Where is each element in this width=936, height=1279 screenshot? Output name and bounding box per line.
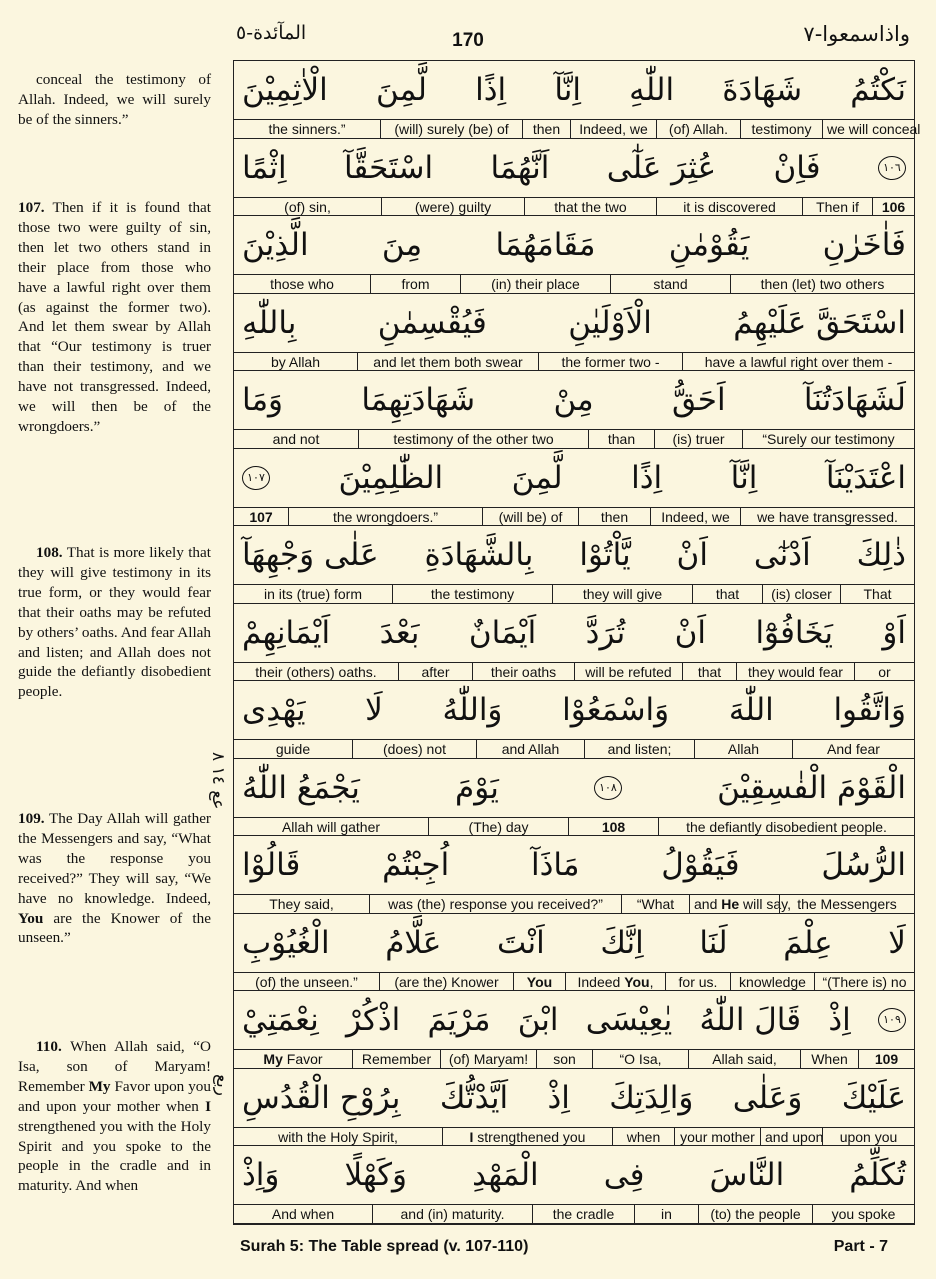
english-gloss-line	[234, 1049, 914, 1069]
gloss-cell: (The) day	[428, 818, 568, 836]
gloss-cell: (will) surely (be) of	[380, 120, 522, 138]
arabic-word: الْاٰثِمِيْنَ	[242, 72, 328, 108]
gloss-cell: (were) guilty	[381, 198, 524, 216]
arabic-line	[234, 681, 914, 739]
gloss-cell: the wrongdoers.”	[288, 508, 482, 526]
arabic-word: وَعَلٰى	[732, 1079, 803, 1116]
gloss-cell: “What	[621, 895, 689, 913]
arabic-word: نَكْتُمُ	[850, 72, 906, 108]
arabic-word: اسْتَحَقَّ عَلَيْهِمُ	[733, 304, 906, 341]
gloss-cell: that the two	[524, 198, 656, 216]
gloss-cell: When	[800, 1050, 858, 1068]
english-gloss-line	[234, 352, 914, 372]
arabic-line	[234, 61, 914, 119]
arabic-line	[234, 991, 914, 1049]
gloss-cell: by Allah	[270, 353, 321, 370]
gloss-cell: You	[513, 973, 565, 991]
arabic-word: اِنَّآ	[730, 459, 758, 496]
gloss-cell: the testimony	[392, 585, 552, 603]
gloss-cell: than	[588, 430, 654, 448]
gloss-cell: (are the) Knower	[379, 973, 513, 991]
arabic-word: اللّٰهَ	[728, 692, 774, 729]
gloss-cell: They said,	[269, 896, 334, 913]
gloss-cell: Allah will gather	[281, 818, 381, 835]
arabic-word: مَرْيَمَ	[427, 1002, 491, 1039]
gloss-cell: and upon	[760, 1128, 822, 1146]
arabic-line	[234, 759, 914, 817]
gloss-cell: and listen;	[584, 740, 694, 758]
arabic-word: اِثْمًا	[242, 149, 287, 186]
english-gloss-line	[234, 739, 914, 759]
gloss-cell: upon you	[822, 1128, 914, 1146]
gloss-cell: Indeed, we	[570, 120, 656, 138]
arabic-word: شَهَادَةَ	[722, 72, 803, 108]
gloss-cell: when	[612, 1128, 674, 1146]
arabic-word: عُثِرَ عَلٰٓى	[606, 149, 717, 186]
gloss-cell: was (the) response you received?”	[369, 895, 621, 913]
arabic-word: اَحَقُّ	[671, 382, 726, 419]
arabic-word: اَيْمَانِهِمْ	[242, 614, 331, 651]
arabic-word: عَلٰى وَجْهِهَآ	[242, 537, 379, 574]
verse-row	[234, 914, 914, 992]
arabic-word: اَيَّدْتُّكَ	[439, 1079, 509, 1116]
arabic-word: يٰعِيْسَى	[585, 1002, 673, 1039]
gloss-cell: that	[692, 585, 762, 603]
english-gloss-line	[234, 817, 914, 837]
gloss-cell: and (in) maturity.	[372, 1205, 532, 1223]
gloss-cell: Indeed You,	[565, 973, 665, 991]
quarter-marker: ربع	[212, 1074, 232, 1096]
gloss-cell: testimony	[740, 120, 822, 138]
gloss-cell: or	[854, 663, 914, 681]
arabic-line	[234, 836, 914, 894]
gloss-cell: (does) not	[352, 740, 476, 758]
english-gloss-line	[234, 584, 914, 604]
gloss-cell: And when	[271, 1206, 335, 1223]
gloss-cell: “(There is) no	[814, 973, 914, 991]
english-gloss-line	[234, 894, 914, 914]
arabic-word: يَّاْتُوْا	[579, 537, 631, 574]
arabic-word: الْمَهْدِ	[472, 1157, 539, 1194]
arabic-word: اسْتَحَقَّآ	[343, 149, 434, 186]
surah-title: المآئدة-٥	[236, 22, 307, 44]
gloss-cell: have a lawful right over them -	[682, 353, 914, 371]
arabic-word: اَنْ	[676, 537, 708, 574]
verse-row	[234, 61, 921, 139]
verse-row	[234, 759, 914, 837]
english-gloss-line	[234, 429, 914, 449]
arabic-word: اِذًا	[475, 72, 507, 108]
gloss-cell: “Surely our testimony	[742, 430, 914, 448]
gloss-cell: the defiantly disobedient people.	[658, 818, 914, 836]
arabic-word: الْاَوْلَيٰنِ	[568, 304, 652, 341]
gloss-cell: That	[840, 585, 914, 603]
gloss-cell: they would fear	[736, 663, 854, 681]
english-gloss-line	[234, 662, 914, 682]
arabic-line	[234, 371, 914, 429]
gloss-cell: Indeed, we	[650, 508, 740, 526]
gloss-cell: (to) the people	[698, 1205, 812, 1223]
english-gloss-line	[234, 119, 921, 139]
gloss-cell: Then if	[802, 198, 872, 216]
gloss-cell: that	[682, 663, 736, 681]
verse-row	[234, 1069, 914, 1147]
gloss-cell: the sinners.”	[268, 121, 346, 137]
gloss-cell: 109	[858, 1050, 914, 1068]
arabic-word: بِالشَّهَادَةِ	[424, 537, 534, 574]
arabic-word: فَاٰخَرٰنِ	[822, 227, 906, 264]
arabic-word: الْغُيُوْبِ	[242, 924, 330, 961]
arabic-word: يَهْدِى	[242, 692, 306, 729]
translation-paragraph-t108: 108. That is more likely that they will give testimony in its true form, or they would fear that their oaths may be refuted by others’ oaths. And fear Allah and listen; and Allah does not guide the defiantly disobedient people.	[18, 544, 211, 701]
arabic-word: مَاذَآ	[530, 847, 580, 884]
gloss-cell: in its (true) form	[263, 586, 362, 603]
arabic-word: يَجْمَعُ اللّٰهُ	[242, 769, 360, 806]
arabic-word: الَّذِيْنَ	[242, 227, 309, 264]
verse-row	[234, 139, 914, 217]
page-number: 170	[452, 30, 484, 51]
arabic-word: وَاتَّقُوا	[833, 692, 906, 729]
gloss-cell: 107	[249, 508, 273, 525]
gloss-cell: Remember	[352, 1050, 440, 1068]
juz-title: واذاسمعوا-٧	[803, 22, 910, 46]
arabic-word: مَقَامَهُمَا	[495, 227, 596, 264]
english-gloss-line	[234, 1204, 914, 1224]
arabic-word: الرُّسُلَ	[821, 847, 906, 884]
verse-row	[234, 216, 914, 294]
ayah-number-marker: ١٠٨	[594, 776, 622, 800]
arabic-word: وَاللّٰهُ	[442, 692, 503, 729]
english-gloss-line	[234, 274, 914, 294]
ayah-number-marker: ١٠٩	[878, 1008, 906, 1032]
arabic-word: فَيُقْسِمٰنِ	[377, 304, 487, 341]
verse-row	[234, 681, 914, 759]
gloss-cell: (of) sin,	[284, 198, 331, 215]
verse-row	[234, 836, 914, 914]
arabic-word: لَا	[888, 924, 906, 961]
arabic-line	[234, 604, 914, 662]
gloss-cell: from	[370, 275, 460, 293]
gloss-cell: I strengthened you	[442, 1128, 612, 1146]
arabic-word: تُرَدَّ	[585, 614, 626, 651]
arabic-word: لَا	[365, 692, 383, 729]
verse-row	[234, 1146, 914, 1224]
gloss-cell: 106	[872, 198, 914, 216]
arabic-word: عَلَّامُ	[385, 924, 442, 961]
gloss-cell: they will give	[552, 585, 692, 603]
gloss-cell: and He will say,	[689, 895, 779, 913]
gloss-cell: 108	[568, 818, 658, 836]
gloss-cell: stand	[610, 275, 730, 293]
translation-paragraph-t110: 110. When Allah said, “O Isa, son of Maryam! Remember My Favor upon you and upon your mother when I strengthened you with the Holy Spirit and you spoke to the people in the cradle and in maturity. And when	[18, 1038, 211, 1195]
arabic-word: اَنْ	[674, 614, 707, 651]
arabic-word: وَاِذْ	[242, 1157, 280, 1194]
arabic-word: عِلْمَ	[783, 924, 833, 961]
arabic-word: لَنَا	[699, 924, 728, 961]
gloss-cell: My Favor	[263, 1051, 323, 1068]
gloss-cell: (is) closer	[762, 585, 840, 603]
arabic-word: اُجِبْتُمْ	[382, 847, 450, 884]
arabic-word: اللّٰهِ	[629, 72, 675, 108]
gloss-cell: their (others) oaths.	[255, 663, 377, 680]
gloss-cell: the Messengers	[779, 895, 914, 913]
gloss-cell: (is) truer	[654, 430, 742, 448]
arabic-word: اِذْ	[828, 1002, 851, 1039]
translation-paragraph-t107: 107. Then if it is found that those two were guilty of sin, then let two others stand in their place from those who have a lawful right over them (as against the former two). And let them swear by Allah that “Our testimony is truer than their testimony, and we have not transgressed. Indeed, we will then be of the wrongdoers.”	[18, 199, 211, 435]
arabic-word: لَشَهَادَتُنَآ	[803, 382, 906, 419]
gloss-cell: the cradle	[532, 1205, 634, 1223]
gloss-cell: then (let) two others	[730, 275, 914, 293]
gloss-cell: (of) Allah.	[656, 120, 740, 138]
translation-paragraph-t109: 109. The Day Allah will gather the Messengers and say, “What was the response you received?” They will say, “We have no knowledge. Indeed, You are the Knower of the unseen.”	[18, 810, 211, 947]
arabic-word: لَّمِنَ	[375, 72, 427, 108]
gloss-cell: their oaths	[472, 663, 574, 681]
english-gloss-line	[234, 972, 914, 992]
arabic-word: وَمَا	[242, 382, 284, 419]
english-gloss-line	[234, 197, 914, 217]
gloss-cell: we have transgressed.	[740, 508, 914, 526]
arabic-word: ذٰلِكَ	[856, 537, 906, 574]
gloss-cell: then	[578, 508, 650, 526]
arabic-word: فَاِنْ	[773, 149, 821, 186]
arabic-line	[234, 449, 914, 507]
gloss-cell: and let them both swear	[357, 353, 538, 371]
arabic-line	[234, 914, 914, 972]
translation-paragraph-t0: conceal the testimony of Allah. Indeed, we will surely be of the sinners.”	[18, 71, 211, 128]
arabic-word: يَقُوْمٰنِ	[668, 227, 750, 264]
gloss-cell: the former two -	[538, 353, 682, 371]
arabic-word: نِعْمَتِيْ	[242, 1002, 319, 1039]
gloss-cell: “O Isa,	[592, 1050, 688, 1068]
arabic-line	[234, 139, 914, 197]
arabic-word: اعْتَدَيْنَآ	[825, 459, 906, 496]
gloss-cell: testimony of the other two	[358, 430, 588, 448]
gloss-cell: it is discovered	[656, 198, 802, 216]
arabic-word: فَيَقُوْلُ	[661, 847, 740, 884]
ayah-number-marker: ١٠٧	[242, 466, 270, 490]
surah-footer: Surah 5: The Table spread (v. 107-110)	[240, 1238, 529, 1255]
gloss-cell: knowledge	[730, 973, 814, 991]
arabic-word: الْقَوْمَ الْفٰسِقِيْنَ	[717, 769, 906, 806]
arabic-line	[234, 294, 914, 352]
gloss-cell: we will conceal	[822, 120, 914, 138]
gloss-cell: will be refuted	[574, 663, 682, 681]
arabic-word: اَيْمَانٌ	[468, 614, 537, 651]
gloss-cell: in	[634, 1205, 698, 1223]
gloss-cell: then	[522, 120, 570, 138]
gloss-cell: you spoke	[812, 1205, 914, 1223]
verse-row	[234, 449, 914, 527]
verse-row	[234, 526, 914, 604]
arabic-word: اذْكُرْ	[345, 1002, 401, 1039]
verse-row	[234, 604, 914, 682]
arabic-word: شَهَادَتِهِمَا	[361, 382, 476, 419]
arabic-word: اِنَّكَ	[600, 924, 644, 961]
arabic-word: عَلَيْكَ	[841, 1079, 906, 1116]
gloss-cell: And fear	[792, 740, 914, 758]
gloss-cell: son	[536, 1050, 592, 1068]
arabic-word: اَنَّهُمَا	[490, 149, 550, 186]
arabic-word: قَالَ اللّٰهُ	[699, 1002, 802, 1039]
gloss-cell: with the Holy Spirit,	[278, 1128, 398, 1145]
word-by-word-grid	[233, 60, 921, 1225]
arabic-word: قَالُوْا	[242, 847, 301, 884]
verse-row	[234, 991, 914, 1069]
arabic-word: اِنَّآ	[554, 72, 581, 108]
gloss-cell: your mother	[674, 1128, 760, 1146]
arabic-word: الظّٰلِمِيْنَ	[338, 459, 444, 496]
arabic-word: مِنَ	[381, 227, 423, 264]
gloss-cell: and not	[272, 431, 320, 448]
arabic-line	[234, 216, 914, 274]
english-gloss-line	[234, 507, 914, 527]
arabic-word: وَاسْمَعُوْا	[562, 692, 670, 729]
gloss-cell: guide	[275, 741, 311, 758]
gloss-cell: (of) Maryam!	[440, 1050, 536, 1068]
gloss-cell: those who	[270, 276, 334, 293]
arabic-word: وَكَهْلًا	[344, 1157, 407, 1194]
arabic-word: يَوْمَ	[455, 769, 499, 806]
arabic-word: اِذْ	[547, 1079, 570, 1116]
ayah-number-marker: ١٠٦	[878, 156, 906, 180]
arabic-word: اَدْنٰٓى	[753, 537, 811, 574]
arabic-word: بِاللّٰهِ	[242, 304, 297, 341]
part-footer: Part - 7	[833, 1238, 888, 1255]
english-gloss-line	[234, 1127, 914, 1147]
arabic-word: اَوْ	[882, 614, 906, 651]
arabic-word: مِنْ	[553, 382, 594, 419]
arabic-word: اَنْتَ	[497, 924, 545, 961]
verse-row	[234, 371, 914, 449]
arabic-line	[234, 1069, 914, 1127]
gloss-cell: and Allah	[476, 740, 584, 758]
arabic-word: تُكَلِّمُ	[849, 1157, 906, 1194]
arabic-line	[234, 526, 914, 584]
arabic-word: بِرُوْحِ الْقُدُسِ	[242, 1079, 401, 1116]
verse-row	[234, 294, 914, 372]
arabic-word: اِذًا	[631, 459, 663, 496]
gloss-cell: Allah said,	[688, 1050, 800, 1068]
gloss-cell: for us.	[665, 973, 730, 991]
gloss-cell: (of) the unseen.”	[255, 973, 358, 990]
arabic-word: فِى	[603, 1157, 645, 1194]
arabic-word: لَّمِنَ	[511, 459, 563, 496]
arabic-line	[234, 1146, 914, 1204]
gloss-cell: after	[398, 663, 472, 681]
ruku-marker: عع ١٤ ٨	[208, 752, 228, 810]
arabic-word: النَّاسَ	[709, 1157, 785, 1194]
gloss-cell: (in) their place	[460, 275, 610, 293]
arabic-word: يَخَافُوْٓا	[755, 614, 833, 651]
arabic-word: بَعْدَ	[379, 614, 420, 651]
arabic-word: وَالِدَتِكَ	[609, 1079, 694, 1116]
gloss-cell: (will be) of	[482, 508, 578, 526]
gloss-cell: Allah	[694, 740, 792, 758]
arabic-word: ابْنَ	[517, 1002, 559, 1039]
